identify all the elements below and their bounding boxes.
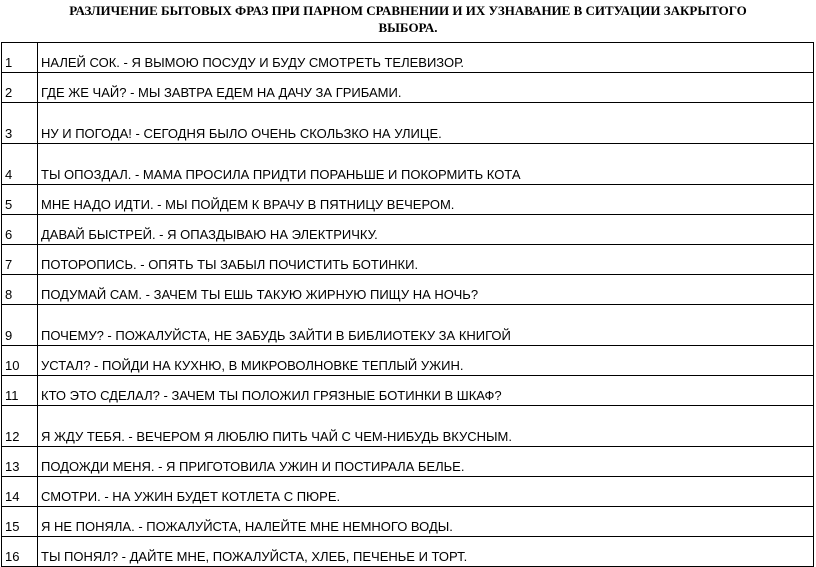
table-row [2,185,814,215]
phrase-pair: МНЕ НАДО ИДТИ. - МЫ ПОЙДЕМ К ВРАЧУ В ПЯТНИЦУ ВЕЧЕРОМ. [38,185,814,215]
title-line-2: ВЫБОРА. [378,20,438,35]
phrase-pair: ГДЕ ЖЕ ЧАЙ? - МЫ ЗАВТРА ЕДЕМ НА ДАЧУ ЗА ГРИБАМИ. [38,73,814,103]
table-row [2,305,814,346]
phrase-pair: НАЛЕЙ СОК. - Я ВЫМОЮ ПОСУДУ И БУДУ СМОТРЕТЬ ТЕЛЕВИЗОР. [38,43,814,73]
row-number: 9 [2,305,38,346]
table-row [2,144,814,185]
table-row [2,406,814,447]
table-row [2,43,814,73]
row-number: 11 [2,376,38,406]
table-row [2,215,814,245]
row-number: 6 [2,215,38,245]
row-number: 7 [2,245,38,275]
row-number: 8 [2,275,38,305]
table-row [2,477,814,507]
phrase-pair: ПОЧЕМУ? - ПОЖАЛУЙСТА, НЕ ЗАБУДЬ ЗАЙТИ В БИБЛИОТЕКУ ЗА КНИГОЙ [38,305,814,346]
row-number: 10 [2,346,38,376]
table-row [2,245,814,275]
table-row [2,507,814,537]
row-number: 12 [2,406,38,447]
row-number: 2 [2,73,38,103]
phrase-pair: НУ И ПОГОДА! - СЕГОДНЯ БЫЛО ОЧЕНЬ СКОЛЬЗКО НА УЛИЦЕ. [38,103,814,144]
row-number: 3 [2,103,38,144]
table-row [2,275,814,305]
document-title [0,0,816,36]
phrase-pair: ТЫ ОПОЗДАЛ. - МАМА ПРОСИЛА ПРИДТИ ПОРАНЬШЕ И ПОКОРМИТЬ КОТА [38,144,814,185]
phrase-pair: ДАВАЙ БЫСТРЕЙ. - Я ОПАЗДЫВАЮ НА ЭЛЕКТРИЧКУ. [38,215,814,245]
phrase-pair: ПОТОРОПИСЬ. - ОПЯТЬ ТЫ ЗАБЫЛ ПОЧИСТИТЬ БОТИНКИ. [38,245,814,275]
table-row [2,103,814,144]
phrases-table [1,42,814,567]
title-line-1: РАЗЛИЧЕНИЕ БЫТОВЫХ ФРАЗ ПРИ ПАРНОМ СРАВНЕНИИ И ИХ УЗНАВАНИЕ В СИТУАЦИИ ЗАКРЫТОГО [69,3,747,18]
phrase-pair: Я НЕ ПОНЯЛА. - ПОЖАЛУЙСТА, НАЛЕЙТЕ МНЕ НЕМНОГО ВОДЫ. [38,507,814,537]
phrase-pair: СМОТРИ. - НА УЖИН БУДЕТ КОТЛЕТА С ПЮРЕ. [38,477,814,507]
phrase-pair: УСТАЛ? - ПОЙДИ НА КУХНЮ, В МИКРОВОЛНОВКЕ ТЕПЛЫЙ УЖИН. [38,346,814,376]
row-number: 13 [2,447,38,477]
phrase-pair: ПОДУМАЙ САМ. - ЗАЧЕМ ТЫ ЕШЬ ТАКУЮ ЖИРНУЮ ПИЩУ НА НОЧЬ? [38,275,814,305]
table-row [2,346,814,376]
table-row [2,447,814,477]
phrase-pair: Я ЖДУ ТЕБЯ. - ВЕЧЕРОМ Я ЛЮБЛЮ ПИТЬ ЧАЙ С ЧЕМ-НИБУДЬ ВКУСНЫМ. [38,406,814,447]
row-number: 14 [2,477,38,507]
phrase-pair: КТО ЭТО СДЕЛАЛ? - ЗАЧЕМ ТЫ ПОЛОЖИЛ ГРЯЗНЫЕ БОТИНКИ В ШКАФ? [38,376,814,406]
table-row [2,376,814,406]
table-row [2,73,814,103]
phrase-pair: ПОДОЖДИ МЕНЯ. - Я ПРИГОТОВИЛА УЖИН И ПОСТИРАЛА БЕЛЬЕ. [38,447,814,477]
row-number: 16 [2,537,38,567]
row-number: 4 [2,144,38,185]
row-number: 5 [2,185,38,215]
phrase-pair: ТЫ ПОНЯЛ? - ДАЙТЕ МНЕ, ПОЖАЛУЙСТА, ХЛЕБ, ПЕЧЕНЬЕ И ТОРТ. [38,537,814,567]
row-number: 15 [2,507,38,537]
row-number: 1 [2,43,38,73]
